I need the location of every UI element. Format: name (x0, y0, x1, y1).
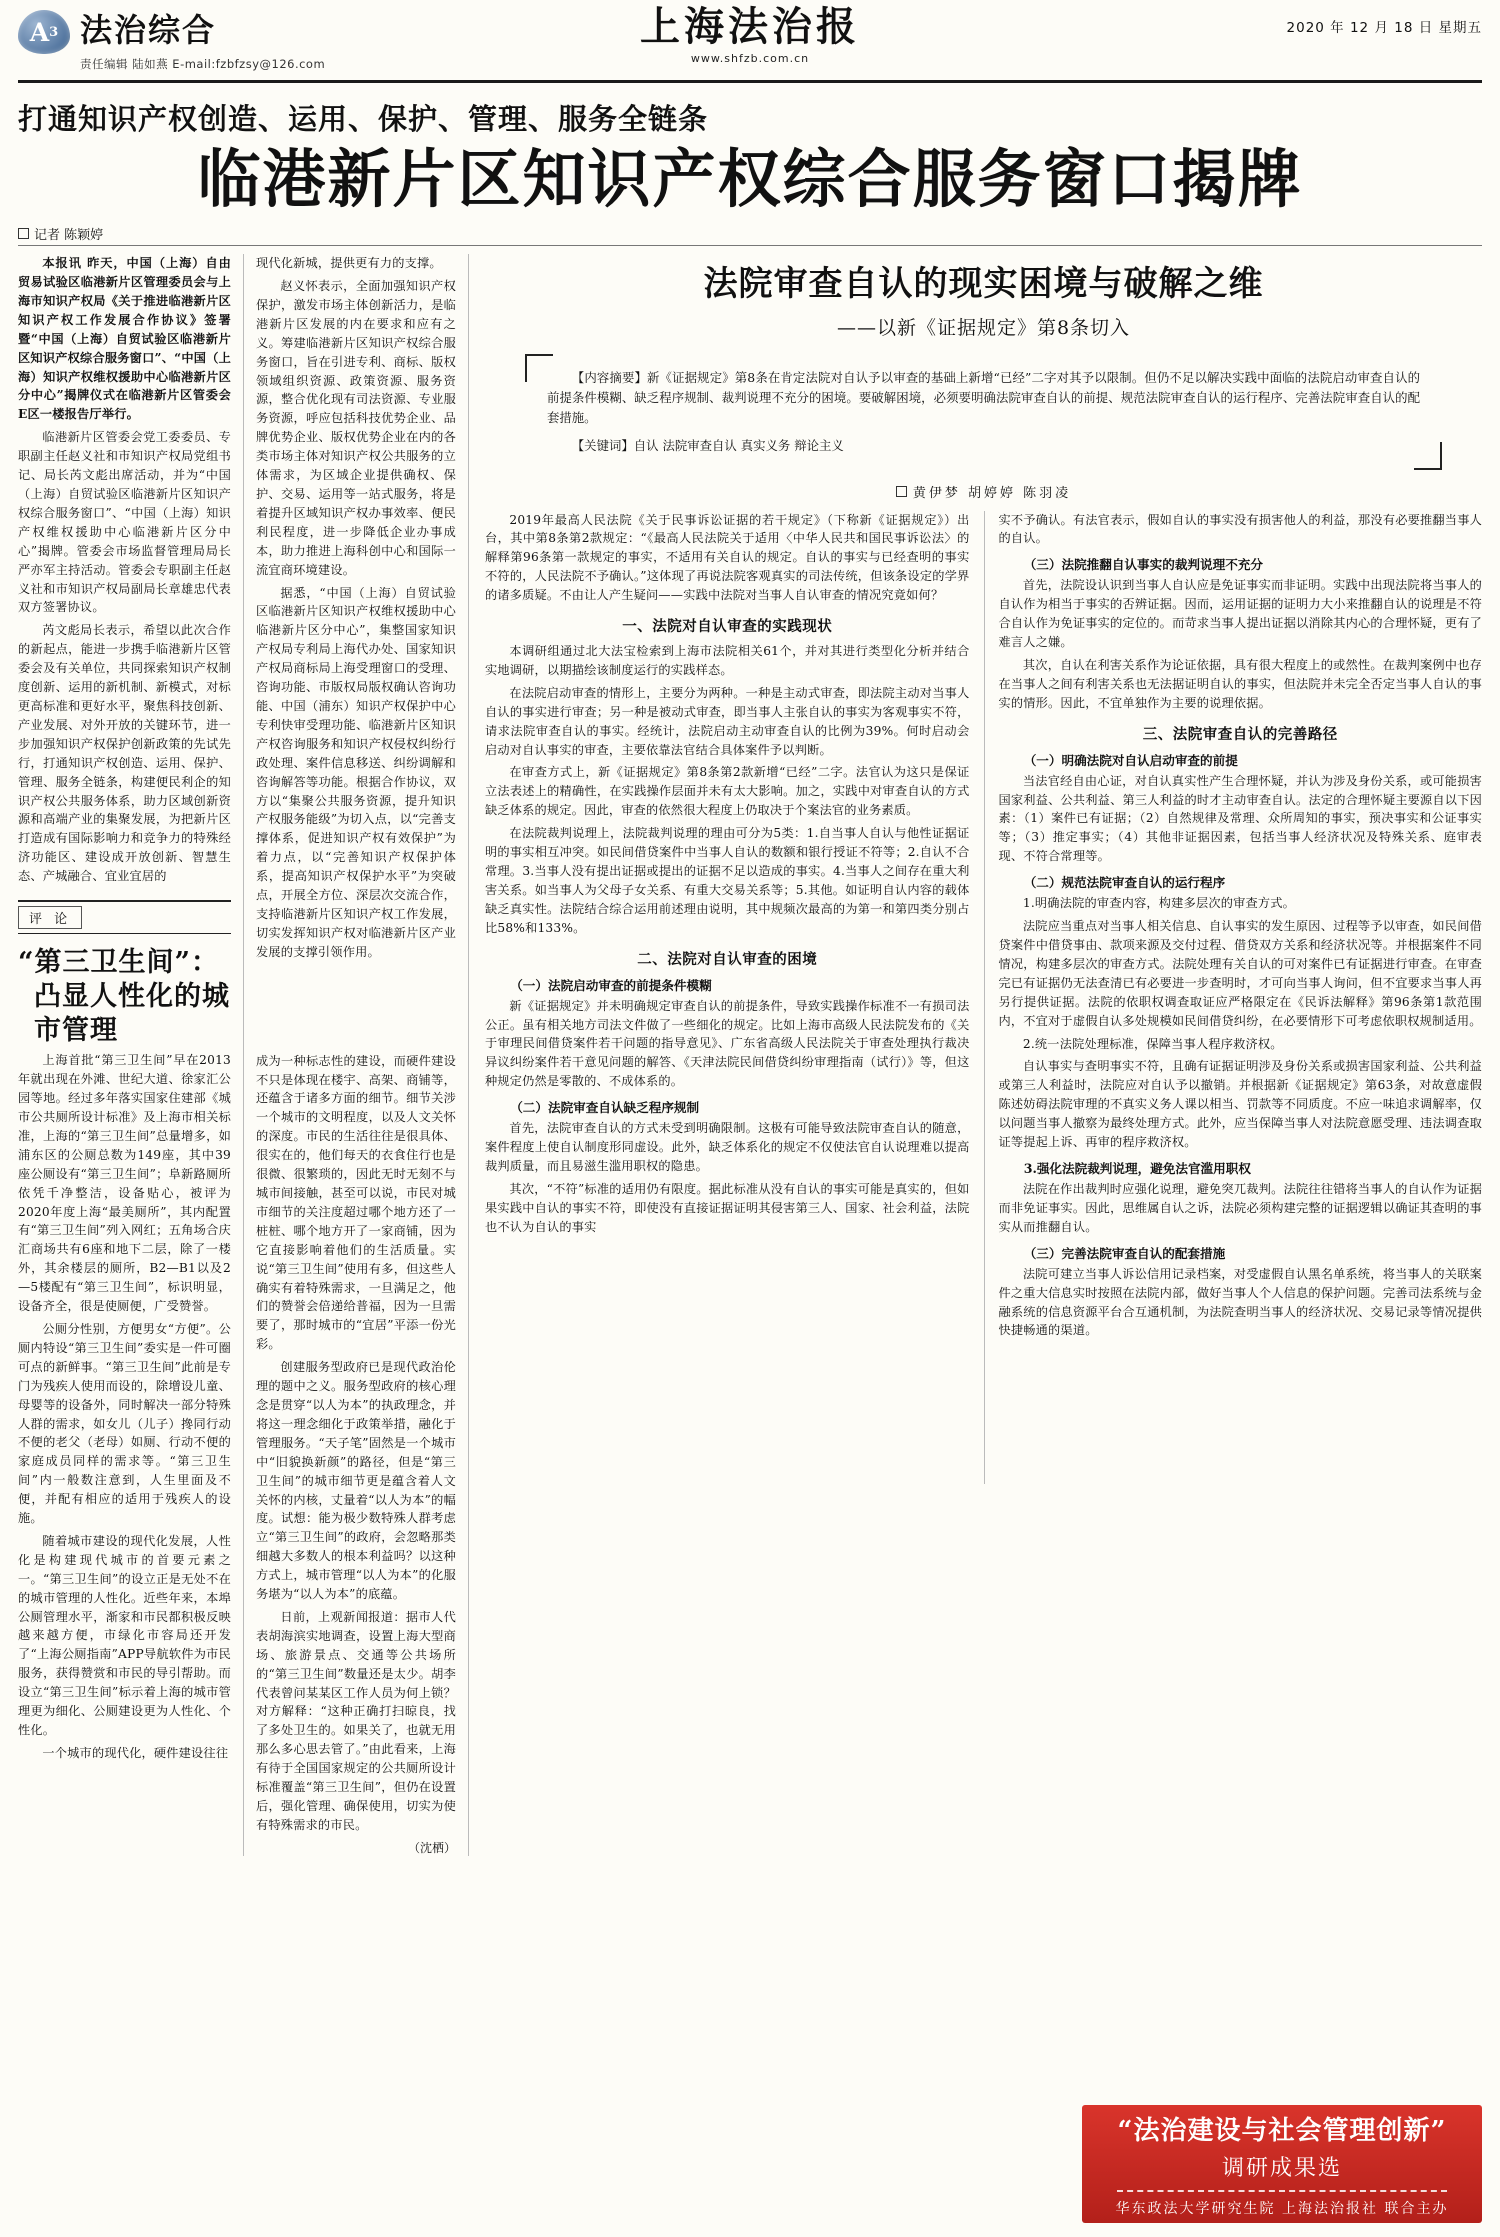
feature-column-2 (984, 511, 1483, 1485)
feature-paragraph: 在法院启动审查的情形上，主要分为两种。一种是主动式审查，即法院主动对当事人自认的事实进行审查；另一种是被动式审查，即当事人主张自认的事实为客观事实不符，请求法院审查自认的事实。经统计，法院启动主动审查自认的比例为39%。何时启动会启动对自认事实的审查，主要依靠法官结合具体案件予以判断。 (485, 685, 970, 757)
banner-line-2: 调研成果选 (1221, 2156, 1342, 2181)
abstract-label: 【内容摘要】 (571, 370, 648, 386)
feature-paragraph: 法院应当重点对当事人相关信息、自认事实的发生原因、过程等予以审查，如民间借贷案件中借贷事由、款项来源及交付过程、借贷双方关系和经济状况等。并根据案件不同情况，构建多层次的审查方式。法院处理有关自认的可对案件已有证据进行审查。在审查完已有证据仍无法查清已有必要进一步查明时，才可向当事人询问，但不宜要求当事人再另行提供证据。法院的依职权调查取证应严格限定在《民诉法解释》第96条第1款范围内，不宜对于虚假自认多处规模如民间借贷纠纷，在必要情形下可考虑依职权规制适用。 (998, 919, 1482, 1028)
news-paragraph: 据悉，“中国（上海）自贸试验区临港新片区知识产权维权援助中心临港新片区分中心”，集整国家知识产权局专利局上海代办处、国家知识产权局商标局上海受理窗口的受理、咨询功能、市版权局版权确认咨询功能、中国（浦东）知识产权保护中心专利快审受理功能、临港新片区知识产权咨询服务和知识产权侵权纠纷行政处理、案件信息移送、纠纷调解和咨询解答等功能。根据合作协议，双方以“集聚公共服务资源，提升知识产权服务能级”为切入点，以“完善支撑体系，促进知识产权有效保护”为着力点，以“完善知识产权保护体系，提高知识产权保护水平”为突破点，开展全方位、深层次交流合作，支持临港新片区知识产权工作发展，切实发挥知识产权对临港新片区产业发展的支撑引领作用。 (256, 585, 456, 959)
commentary-tag-label: 评 论 (18, 906, 82, 929)
feature-abstract (547, 368, 1420, 428)
banner-line-1: “法治建设与社会管理创新” (1117, 2116, 1447, 2146)
authors-text: 黄伊梦 胡婷婷 陈羽凌 (912, 485, 1072, 501)
lead-headline: 临港新片区知识产权综合服务窗口揭牌 (197, 142, 1303, 216)
byline-marker-icon (18, 228, 29, 239)
news-paragraph: 现代化新城，提供更有力的支撑。 (256, 256, 442, 271)
page-badge-number: 3 (49, 24, 59, 40)
abstract-text: 新《证据规定》第8条在肯定法院对自认予以审查的基础上新增“已经”二字对其予以限制。但仍不足以解决实践中面临的法院启动审查自认的前提条件模糊、缺乏程序规制、裁判说理不充分的困境。要破解困境，必须要明确法院审查自认的前提、规范法院审查自认的运行程序、完善法院审查自认的配套措施。 (547, 370, 1420, 425)
feature-section-1-title: 一、法院对自认审查的实践现状 (622, 618, 833, 636)
feature-paragraph: 自认事实与查明事实不符，且确有证据证明涉及身份关系或损害国家利益、公共利益或第三人利益时，法院应对自认予以撤销。并根据新《证据规定》第63条，对故意虚假陈述妨碍法院审理的不真实义务人课以相当、罚款等不同质度。不应一味追求调解率，仅以问题当事人撤察为最终处理方式。此外，应当保障当事人对法院意愿受理、违法调查取证等提起上诉、再审的程序救济权。 (998, 1059, 1482, 1150)
feature-keywords (547, 436, 1420, 456)
feature-paragraph: 在法院裁判说理上，法院裁判说理的理由可分为5类：1.自当事人自认与他性证据证明的事实相互冲突。如民间借贷案件中当事人自认的数额和银行授证不符等；2.自认不合常理。3.当事人没有提出证据或提出的证据不足以造成的事实。4.当事人之间存在重大利害关系。如当事人为父母子女关系、有重大交易关系等；5.其他。如证明自认内容的载体缺乏真实性。法院结合综合运用前述理由说明，其中规频次最高的为第一和第四类分别占比58%和133%。 (485, 826, 970, 935)
banner-divider (1117, 2190, 1447, 2192)
banner-line-3: 华东政法大学研究生院 上海法治报社 联合主办 (1115, 2201, 1449, 2217)
commentary-tag (18, 900, 231, 934)
feature-paragraph: 2.统一法院处理标准，保障当事人程序救济权。 (1022, 1036, 1283, 1051)
keywords-label: 【关键词】 (571, 437, 634, 453)
paper-website: www.shfzb.com.cn (690, 52, 810, 65)
feature-authors (485, 482, 1482, 501)
authors-marker-icon (896, 486, 907, 497)
feature-subsection-title: （三）完善法院审查自认的配套措施 (1023, 1245, 1226, 1261)
feature-section-2-title: 二、法院对自认审查的困境 (637, 950, 818, 968)
lead-kicker: 打通知识产权创造、运用、保护、管理、服务全链条 (18, 102, 709, 136)
masthead-center (640, 3, 860, 65)
page-badge-letter: A (29, 17, 50, 47)
paper-name: 上海法治报 (640, 3, 860, 50)
feature-abstract-box (525, 354, 1442, 469)
commentary-title (18, 946, 231, 1047)
column-1 (18, 254, 243, 1856)
masthead (18, 3, 1482, 83)
column-2 (243, 254, 468, 1856)
keywords-text: 自认 法院审查自认 真实义务 辩论主义 (633, 437, 844, 453)
feature-paragraph: 本调研组通过北大法宝检索到上海市法院相关61个，并对其进行类型化分析并结合实地调研，以期描绘该制度运行的实践样态。 (485, 644, 970, 677)
issue-date: 2020 年 12 月 18 日 星期五 (1286, 20, 1482, 36)
commentary-title-line2: 凸显人性化的城市管理 (34, 980, 230, 1046)
commentary-paragraph: 日前，上观新闻报道：据市人代表胡海滨实地调查，设置上海大型商场、旅游景点、交通等公共场所的“第三卫生间”数量还是太少。胡李代表曾问某某区工作人员为何上锁？对方解释：“这种正确打扫晾良，找了多处卫生的。如果关了，也就无用那么多心思去管了。”由此看来，上海有待于全国国家规定的公共厕所设计标准覆盖“第三卫生间”，但仍在设置后，强化管理、确保使用，切实为使有特殊需求的市民。 (256, 1609, 456, 1832)
feature-paragraph: 法院可建立当事人诉讼信用记录档案，对受虚假自认黑名单系统，将当事人的关联案件之重大信息实时按照在法院内部，做好当事人个人信息的保护问题。完善司法系统与金融系统的信息资源平台合互通机制，为法院查明当事人的经济状况、交易记录等情况提供快捷畅通的渠道。 (998, 1266, 1482, 1338)
newspaper-page (0, 3, 1500, 2237)
lead-byline (18, 224, 1482, 243)
feature-paragraph: 当法官经自由心证，对自认真实性产生合理怀疑，并认为涉及身份关系，或可能损害国家利益、公共利益、第三人利益的时才主动审查自认。法定的合理怀疑主要源自以下因素：（1）案件已有证据；（2）自然规律及常理、众所周知的事实，预决事实和公证事实等；（3）推定事实；（4）其他非证据因素，包括当事人经济状况及特殊关系、庭审表现、不符合常理等。 (998, 773, 1482, 864)
feature-paragraph: 2019年最高人民法院《关于民事诉讼证据的若干规定》（下称新《证据规定》）出台，其中第8条第2款规定：“《最高人民法院关于适用〈中华人民共和国民事诉讼法〉的解释第96条第一款规定的事实，不适用有关自认的规定。自认的事实与已经查明的事实不符的，人民法院不予确认。”这体现了再说法院客观真实的司法传统，但该条设定的学界的诸多质疑。不由让人产生疑问——实践中法院对当事人自认审查的情况究竟如何？ (485, 512, 970, 603)
feature-title: 法院审查自认的现实困境与破解之维 (703, 264, 1264, 305)
feature-paragraph: 新《证据规定》并未明确规定审查自认的前提条件，导致实践操作标准不一有损司法公正。虽有相关地方司法文件做了一些细化的规定。比如上海市高级人民法院发布的《关于审理民间借贷案件若干问题的指导意见》、广东省高级人民法院关于审查处理执行裁决异议纠纷案件若干意见问题的解答、《天津法院民间借贷纠纷审理指南（试行）》等，但这种规定仍然是零散的、不成体系的。 (485, 998, 970, 1089)
commentary-paragraph: 一个城市的现代化，硬件建设往往 (42, 1745, 229, 1760)
byline-text: 记者 陈颖婷 (34, 228, 104, 244)
feature-subsection-title: （一）法院启动审查的前提条件模糊 (510, 977, 712, 993)
news-paragraph: 赵义怀表示，全面加强知识产权保护，激发市场主体创新活力，是临港新片区发展的内在要求和应有之义。筹建临港新片区知识产权综合服务窗口，旨在引进专利、商标、版权领域组织资源、政策资源、服务资源，整合优化现有司法资源、专业服务资源，呼应包括科技优势企业、品牌优势企业、版权优势企业在内的各类市场主体对知识产权公共服务的立体需求，为区域企业提供确权、保护、交易、运用等一站式服务，将是着提升区域知识产权办事效率、便民利民程度，进一步降低企业办事成本，助力推进上海科创中心和国际一流宜商环境建设。 (256, 279, 456, 577)
editor-line: 责任编辑 陆如燕 E-mail:fzbfzsy@126.com (80, 57, 326, 71)
feature-section-3-title: 三、法院审查自认的完善路径 (1142, 725, 1338, 743)
commentary-signature: （沈栖） (407, 1840, 456, 1855)
feature-subsection-title: （三）法院推翻自认事实的裁判说理不充分 (1023, 557, 1263, 573)
masthead-left (18, 10, 325, 72)
feature-paragraph: 1.明确法院的审查内容，构建多层次的审查方式。 (1022, 896, 1296, 911)
feature-column-1 (485, 511, 984, 1485)
news-paragraph: 临港新片区管委会党工委委员、专职副主任赵义社和市知识产权局党组书记、局长芮文彪出席活动，并为“中国（上海）自贸试验区临港新片区知识产权综合服务窗口”、“中国（上海）知识产权维权援助中心临港新片区分中心”揭牌。管委会市场监督管理局局长严亦军主持活动。管委会专职副主任赵义社和市知识产权局副局长章雄忠代表双方签署协议。 (18, 430, 231, 615)
feature-paragraph: 首先，法院审查自认的方式未受到明确限制。这极有可能导致法院审查自认的随意，案件程度上使自认制度形同虚设。此外，缺乏体系化的规定不仅使法官自认说理难以提高裁判质量，而且易滋生滥用职权的隐患。 (485, 1121, 970, 1173)
feature-subsection-title: （二）规范法院审查自认的运行程序 (1023, 875, 1226, 891)
feature-paragraph: 法院在作出裁判时应强化说理，避免突兀裁判。法院往往错将当事人的自认作为证据而非免证事实。因此，思维属自认之诉，法院必须构建完整的证据逻辑以确证其查明的事实从而推翻自认。 (998, 1181, 1482, 1234)
feature-subsection-title: 3.强化法院裁判说理，避免法官滥用职权 (1023, 1160, 1251, 1176)
feature-paragraph: 其次，自认在利害关系作为论证依据，具有很大程度上的或然性。在裁判案例中也存在当事人之间有利害关系也无法据证明自认的事实，但法院并未完全否定当事人自认的事实的情形。因此，不宜单独作为主要的说理依据。 (998, 657, 1482, 710)
commentary-paragraph: 创建服务型政府已是现代政治伦理的题中之义。服务型政府的核心理念是贯穿“以人为本”的执政理念，并将这一理念细化于政策举措，融化于管理服务。“天子笔”固然是一个城市中“旧貌换新颜”的路径，但是“第三卫生间”的城市细节更是蕴含着人文关怀的内核，丈量着“以人为本”的幅度。试想：能为极少数特殊人群考虑立“第三卫生间”的政府，会忽略那类细越大多数人的根本利益吗？以这种方式上，城市管理“以人为本”的化服务堪为“以人为本”的底蕴。 (256, 1360, 456, 1602)
commentary-paragraph: 随着城市建设的现代化发展，人性化是构建现代城市的首要元素之一。“第三卫生间”的设立正是无处不在的城市管理的人性化。近些年来，本埠公厕管理水平，渐家和市民都积极反映越来越方便，市绿化市容局还开发了“上海公厕指南”APP导航软件为市民服务，获得赞赏和市民的导引帮助。而设立“第三卫生间”标示着上海的城市管理更为细化、公厕建设更为人性化、个性化。 (18, 1533, 231, 1738)
feature-paragraph: 其次，“不符”标准的适用仍有限度。据此标准从没有自认的事实可能是真实的，但如果实践中自认的事实不符，即使没有直接证据证明其侵害第三人、国家、社会利益，法院也不认为自认的事实 (485, 1181, 970, 1234)
commentary-paragraph: 公厕分性别，方便男女“方便”。公厕内特设“第三卫生间”委实是一件可圈可点的新鲜事。“第三卫生间”此前是专门为残疾人使用而设的，除增设儿童、母婴等的设备外，同时解决一部分特殊人群的需求，如女儿（儿子）搀同行动不便的老父（老母）如厕、行动不便的家庭成员同样的需求等。“第三卫生间”内一般数注意到，人生里面及不便，并配有相应的适用于残疾人的设施。 (18, 1321, 231, 1526)
body-columns (18, 254, 1482, 1856)
research-banner (1082, 2105, 1482, 2223)
feature-paragraph: 首先，法院设认识到当事人自认应是免证事实而非证明。实践中出现法院将当事人的自认作为相当于事实的否辨证据。因而，运用证据的证明力大小来推翻自认的说理是不符合自认作为免证事实的定位的。而苛求当事人提出证据以消除其内心的合理怀疑，更有了难言人之嫌。 (998, 578, 1482, 650)
commentary-title-line1: “第三卫生间”： (18, 947, 220, 979)
feature-paragraph: 在审查方式上，新《证据规定》第8条第2款新增“已经”二字。法官认为这只是保证立法表述上的精确性，在实践操作层面并未有太大影响。加之，实践中对审查自认的方式缺乏体系的规定。因此，审查的依然很大程度上仍取决于个案法官的业务素质。 (485, 765, 970, 818)
commentary-paragraph: 成为一种标志性的建设，而硬件建设不只是体现在楼宇、高架、商铺等，还蕴含于诸多方面的细节。细节关涉一个城市的文明程度，以及人文关怀的深度。市民的生活往往是很具体、很实在的，他们每天的衣食住行也是很微、很繁琐的，因此无时无刻不与城市间接触，甚至可以说，市民对城市细节的关注度超过哪个地方还了一桩桩、哪个地方开了一家商铺，因为它直接影响着他们的生活质量。实说“第三卫生间”使用有多，但这些人确实有着特殊需求，一旦满足之，他们的赞誉会倍递给普福，因为一旦需要了，那时城市的“宜居”平添一份光彩。 (256, 1053, 456, 1352)
feature-article (468, 254, 1482, 1856)
feature-subtitle: ——以新《证据规定》第8条切入 (836, 317, 1131, 340)
news-paragraph: 本报讯 昨天，中国（上海）自由贸易试验区临港新片区管理委员会与上海市知识产权局《关于推进临港新片区知识产权工作发展合作协议》签署暨“中国（上海）自贸试验区临港新片区知识产权综合服务窗口”、“中国（上海）知识产权维权援助中心临港新片区分中心”揭牌仪式在临港新片区管委会E区一楼报告厅举行。 (18, 256, 231, 422)
feature-columns (485, 511, 1482, 1485)
section-title: 法治综合 (80, 11, 217, 49)
feature-subsection-title: （一）明确法院对自认启动审查的前提 (1023, 752, 1238, 768)
feature-paragraph: 实不予确认。有法官表示，假如自认的事实没有损害他人的利益，那没有必要推翻当事人的自认。 (998, 512, 1482, 546)
commentary-paragraph: 上海首批“第三卫生间”早在2013年就出现在外滩、世纪大道、徐家汇公园等地。经过多年落实国家住建部《城市公共厕所设计标准》及上海市相关标准，上海的“第三卫生间”总量增多，如浦东区的公厕总数为149座，其中39座公厕设有“第三卫生间”；阜新路厕所依凭千净整洁，设备贴心，被评为2020年度上海“最美厕所”，其内配置有“第三卫生间”列入网红；五角场合庆汇商场共有6座和地下二层，除了一楼外，其余楼层的厕所，B2—B1以及2—5楼配有“第三卫生间”，标识明显，设备齐全，很是使厕便，广受赞誉。 (18, 1053, 231, 1314)
news-paragraph: 芮文彪局长表示，希望以此次合作的新起点，能进一步携手临港新片区管委会及有关单位，共同探索知识产权制度创新、运用的新机制、新模式，对标更高标准和更好水平，聚焦科技创新、产业发展、对外开放的关键环节，进一步加强知识产权保护创新政策的先试先行，打通知识产权创造、运用、保护、管理、服务全链条，构建便民利企的知识产权公共服务体系，助力区域创新资源和高端产业的集聚发展，为把新片区打造成有国际影响力和竞争力的特殊经济功能区、建设成开放创新、智慧生态、产城融合、宜业宜居的 (18, 623, 231, 884)
page-number-badge (18, 10, 70, 54)
feature-subsection-title: （二）法院审查自认缺乏程序规制 (510, 1100, 700, 1116)
